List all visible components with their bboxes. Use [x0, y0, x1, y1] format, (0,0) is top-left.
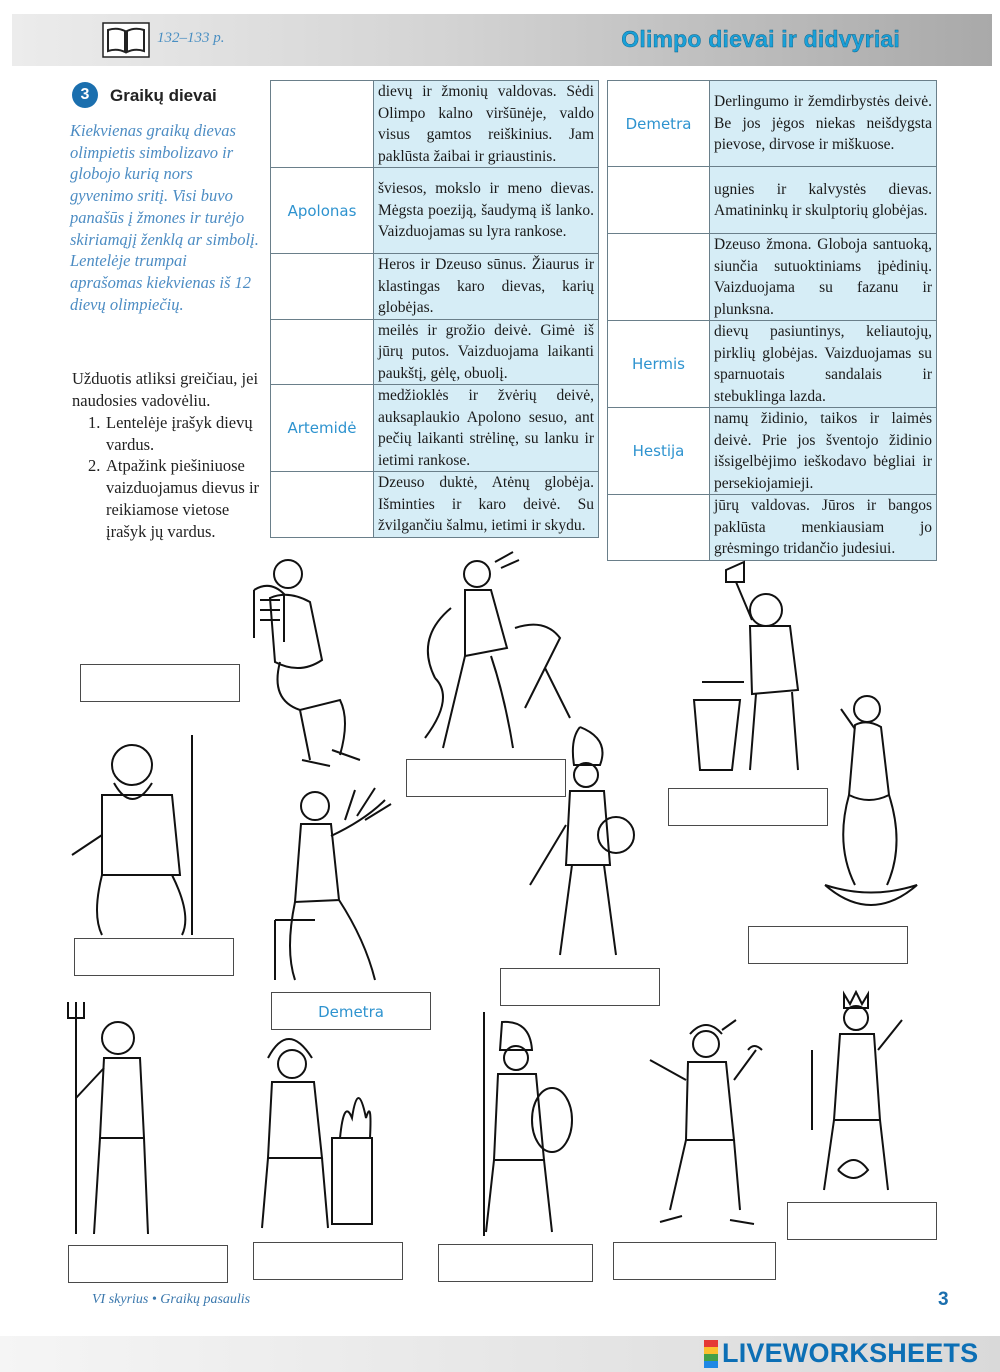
- god-name-cell[interactable]: Hermis: [608, 321, 710, 408]
- god-description: dievų pasiuntinys, keliautojų, pirklių globėjas. Vaizduojamas su sparnuotais sandalais ir stebuklinga lazda.: [710, 321, 937, 408]
- god-description: Dzeuso duktė, Atėnų globėja. Išminties ir karo deivė. Su žvilgančiu šalmu, ietimi ir skydu.: [374, 472, 599, 538]
- god-name-cell[interactable]: [608, 495, 710, 561]
- label-box-zeus[interactable]: [74, 938, 234, 976]
- god-name-cell[interactable]: Apolonas: [271, 168, 374, 254]
- god-name-cell[interactable]: [271, 319, 374, 385]
- label-box-hestia[interactable]: [253, 1242, 403, 1280]
- table-row: [608, 234, 937, 321]
- god-description: namų židinio, taikos ir laimės deivė. Prie jos šventojo židinio išsigelbėjimo ieškodavo bėgliai ir persekiojamieji.: [710, 408, 937, 495]
- hephaestus-figure: [680, 560, 835, 775]
- god-description: ugnies ir kalvystės dievas. Amatininkų ir skulptorių globėjas.: [710, 167, 937, 234]
- liveworksheets-logo-icon: [704, 1340, 718, 1368]
- table-row: [608, 81, 937, 167]
- label-box-poseidon[interactable]: [68, 1245, 228, 1283]
- liveworksheets-brand: LIVEWORKSHEETS: [722, 1338, 979, 1368]
- label-box-ares[interactable]: [500, 968, 660, 1006]
- task-step: 1. Lentelėje įrašyk dievų vardus.: [88, 413, 253, 454]
- aphrodite-figure: [815, 685, 925, 915]
- hestia-figure: [248, 1018, 383, 1233]
- demeter-figure: [265, 780, 400, 995]
- section-title: Graikų dievai: [110, 86, 217, 105]
- god-description: dievų ir žmonių valdovas. Sėdi Olimpo kalno viršūnėje, valdo visus gamtos reiškinius. Jam paklūsta žaibai ir griaustinis.: [374, 81, 599, 168]
- table-row: [608, 167, 937, 234]
- table-row: [271, 472, 599, 538]
- god-description: Derlingumo ir žemdirbystės deivė. Be jos jėgos niekas neišdygsta pievose, dirvose ir miškuose.: [710, 81, 937, 167]
- god-description: Dzeuso žmona. Globoja santuoką, siunčia sutuoktiniams įpėdinių. Vaizduojama su fazanu ir plunksna.: [710, 234, 937, 321]
- table-row: [271, 81, 599, 168]
- god-name-cell[interactable]: [608, 234, 710, 321]
- hermes-figure: [630, 1010, 775, 1235]
- athena-figure: [440, 1010, 580, 1240]
- table-row: [271, 385, 599, 472]
- god-name-cell[interactable]: Artemidė: [271, 385, 374, 472]
- god-name-cell[interactable]: [271, 472, 374, 538]
- poseidon-figure: [48, 998, 158, 1238]
- table-row: [271, 319, 599, 385]
- label-box-demeter[interactable]: Demetra: [271, 992, 431, 1030]
- book-icon: [102, 22, 150, 58]
- label-box-hephaestus[interactable]: [668, 788, 828, 826]
- hera-figure: [798, 990, 913, 1200]
- god-name-cell[interactable]: Demetra: [608, 81, 710, 167]
- chapter-footer: VI skyrius • Graikų pasaulis: [92, 1292, 251, 1307]
- gods-table-right: [607, 80, 937, 561]
- label-box-artemis[interactable]: [406, 759, 566, 797]
- task-steps: [88, 412, 268, 542]
- god-name-cell[interactable]: [608, 167, 710, 234]
- label-box-hermes[interactable]: [613, 1242, 776, 1280]
- page-title: Olimpo dievai ir didvyriai: [621, 26, 900, 52]
- task-text: Užduotis atliksi greičiau, jei naudosies vadovėliu.: [72, 369, 259, 410]
- task-step: 2. Atpažink piešiniuose vaizduojamus dievus ir reikiamose vietose įrašyk jų vardus.: [88, 456, 260, 541]
- intro-text: Kiekvienas graikų dievas olimpietis simbolizavo ir globojo kurią nors gyvenimo sritį. Visi buvo panašūs į žmones ir turėjo skiriamąjį ženklą ar simbolį. Lentelėje trumpai aprašomas kiekvienas iš 12 dievų olimpiečių.: [70, 121, 259, 314]
- god-description: Heros ir Dzeuso sūnus. Žiaurus ir klastingas karo dievas, karių globėjas.: [374, 254, 599, 320]
- god-description: medžioklės ir žvėrių deivė, auksaplaukio Apolono sesuo, ant pečių laikanti strėlinę, su lanku ir ietimi rankose.: [374, 385, 599, 472]
- gods-table-left: [270, 80, 599, 538]
- god-name-cell[interactable]: [271, 81, 374, 168]
- label-box-apollo[interactable]: [80, 664, 240, 702]
- label-box-aphrodite[interactable]: [748, 926, 908, 964]
- table-row: [271, 254, 599, 320]
- god-description: šviesos, mokslo ir meno dievas. Mėgsta poeziją, šaudymą iš lanko. Vaizduojamas su lyra rankose.: [374, 168, 599, 254]
- section-number-badge: 3: [72, 82, 98, 108]
- table-row: [608, 408, 937, 495]
- table-row: [271, 168, 599, 254]
- label-box-hera[interactable]: [787, 1202, 937, 1240]
- table-row: [608, 321, 937, 408]
- zeus-figure: [62, 725, 222, 950]
- table-row: [608, 495, 937, 561]
- label-box-athena[interactable]: [438, 1244, 593, 1282]
- page-number: 3: [938, 1289, 949, 1310]
- god-name-cell[interactable]: [271, 254, 374, 320]
- apollo-figure: [240, 550, 370, 780]
- god-name-cell[interactable]: Hestija: [608, 408, 710, 495]
- pages-reference: 132–133 p.: [157, 30, 225, 46]
- god-description: meilės ir grožio deivė. Gimė iš jūrų putos. Vaizduojama laikanti paukštį, gėlę, obuolį.: [374, 319, 599, 385]
- god-description: jūrų valdovas. Jūros ir bangos paklūsta menkiausiam jo grėsmingo tridančio judesiui.: [710, 495, 937, 561]
